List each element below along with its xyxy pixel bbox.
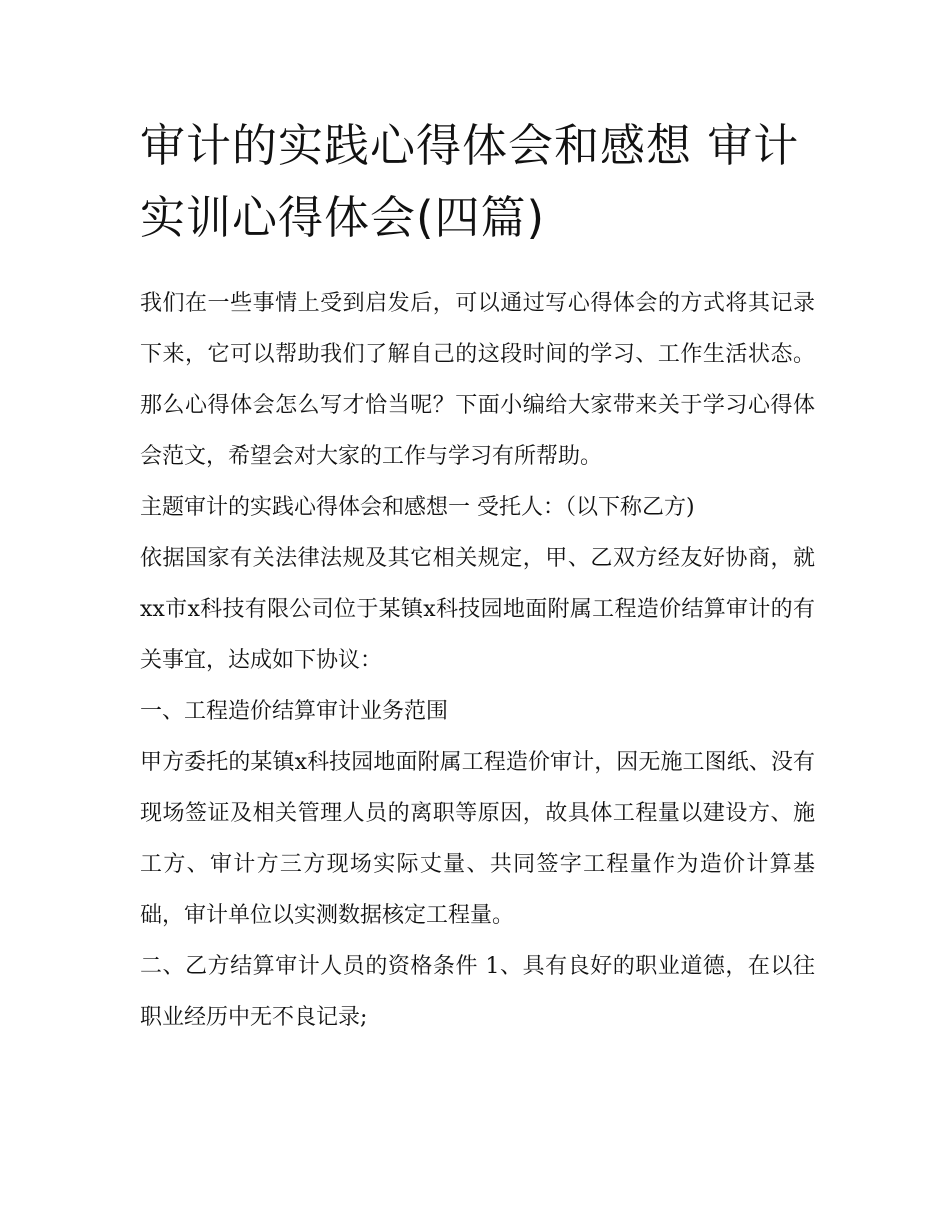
paragraph-agreement: 依据国家有关法律法规及其它相关规定，甲、乙双方经友好协商，就xx市x科技有限公司位于某镇x科技园地面附属工程造价结算审计的有关事宜，达成如下协议： — [140, 546, 815, 673]
document-title: 审计的实践心得体会和感想 审计实训心得体会(四篇) — [140, 119, 800, 244]
document-body — [140, 278, 815, 1043]
paragraph-topic-heading: 主题审计的实践心得体会和感想一 受托人：（以下称乙方) — [140, 495, 695, 520]
section-heading-qualifications: 二、乙方结算审计人员的资格条件 1、具有良好的职业道德，在以往职业经历中无不良记录; — [140, 954, 815, 1030]
paragraph-scope: 甲方委托的某镇x科技园地面附属工程造价审计，因无施工图纸、没有现场签证及相关管理人员的离职等原因，故具体工程量以建设方、施工方、审计方三方现场实际丈量、共同签字工程量作为造价计算基础，审计单位以实测数据核定工程量。 — [140, 750, 815, 928]
paragraph-intro: 我们在一些事情上受到启发后，可以通过写心得体会的方式将其记录下来，它可以帮助我们了解自己的这段时间的学习、工作生活状态。那么心得体会怎么写才恰当呢？下面小编给大家带来关于学习心得体会范文，希望会对大家的工作与学习有所帮助。 — [140, 291, 815, 469]
section-heading-scope: 一、工程造价结算审计业务范围 — [140, 699, 449, 724]
